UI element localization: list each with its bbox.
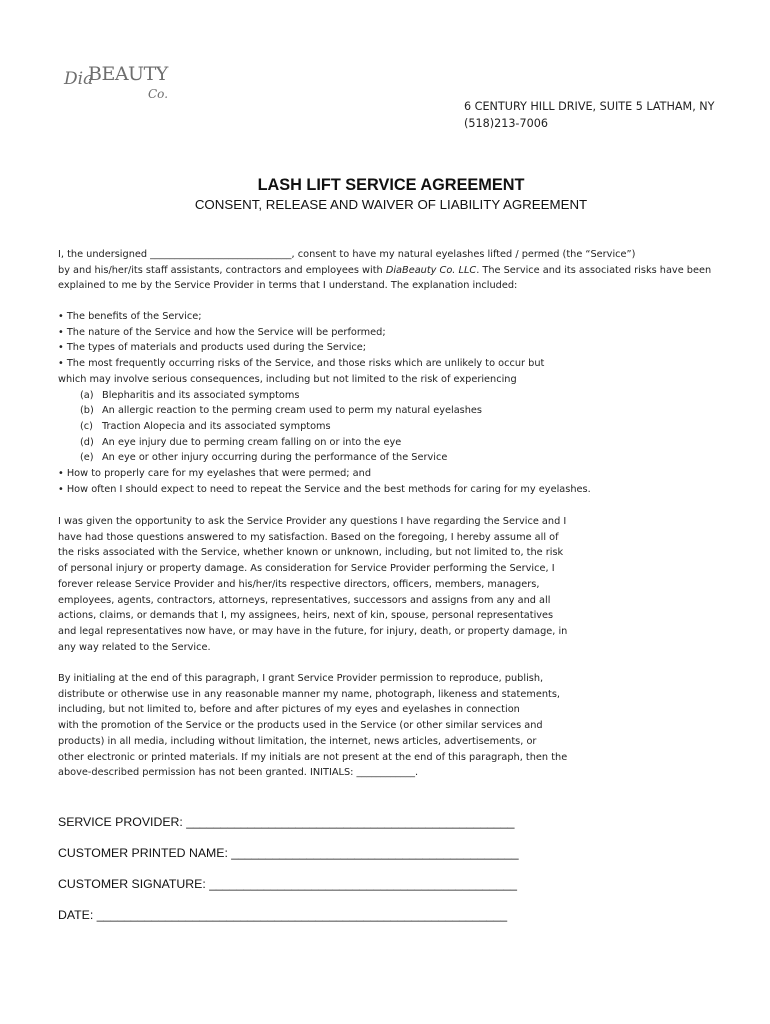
logo-script-text: Dia (64, 69, 94, 89)
explanation-list (58, 309, 748, 497)
company-name: DiaBeauty Co. LLC (385, 264, 477, 276)
paragraph-line: any way related to the Service. (58, 641, 211, 653)
list-item: • The nature of the Service and how the Service will be performed; (58, 326, 386, 338)
paragraph-line: distribute or otherwise use in any reasonable manner my name, photograph, likeness and statements, (58, 688, 561, 700)
list-item: • The types of materials and products used during the Service; (58, 342, 367, 354)
list-item: • The most frequently occurring risks of the Service, and those risks which are unlikely to occur but (58, 358, 545, 370)
risk-item: (c) Traction Alopecia and its associated symptoms (80, 420, 331, 432)
paragraph-line: the risks associated with the Service, whether known or unknown, including, but not limited to, the risk (58, 547, 564, 559)
customer-signature-field[interactable]: CUSTOMER SIGNATURE: _____________________________________________ (58, 877, 517, 891)
date-field[interactable]: DATE: ____________________________________________________________ (58, 908, 508, 922)
paragraph-line: forever release Service Provider and his/her/its respective directors, officers, members, managers, (58, 578, 540, 590)
release-paragraph (58, 514, 748, 655)
risk-item: (e) An eye or other injury occurring during the performance of the Service (80, 452, 448, 464)
address-phone: (518)213-7006 (464, 117, 548, 130)
paragraph-line: including, but not limited to, before and after pictures of my eyes and eyelashes in connection (58, 704, 520, 716)
photo-permission-paragraph (58, 671, 748, 781)
paragraph-line: products) in all media, including without limitation, the internet, news articles, advertisements, or (58, 735, 537, 747)
logo-sub-text: Co. (148, 87, 169, 101)
intro-line: I, the undersigned _____________________________, consent to have my natural eyelashes lifted / permed (the “Service”) (58, 249, 636, 260)
initials-line[interactable]: above-described permission has not been granted. INITIALS: ____________. (58, 767, 419, 779)
paragraph-line: employees, agents, contractors, attorneys, representatives, successors and assigns from any and all (58, 594, 551, 606)
paragraph-line: I was given the opportunity to ask the Service Provider any questions I have regarding the Service and I (58, 516, 567, 527)
address-line-1: 6 CENTURY HILL DRIVE, SUITE 5 LATHAM, NY (464, 100, 715, 113)
risk-item: (a) Blepharitis and its associated symptoms (80, 389, 300, 401)
intro-line: by and his/her/its staff assistants, contractors and employees with DiaBeauty Co. LLC. The Service and its associated risks have been (58, 264, 712, 276)
risk-item: (d) An eye injury due to perming cream falling on or into the eye (80, 436, 402, 448)
intro-paragraph (58, 247, 748, 294)
intro-line: explained to me by the Service Provider in terms that I understand. The explanation included: (58, 280, 518, 292)
service-provider-field[interactable]: SERVICE PROVIDER: ________________________________________________ (58, 815, 515, 829)
risk-item: (b) An allergic reaction to the perming cream used to perm my natural eyelashes (80, 405, 483, 417)
document-title: LASH LIFT SERVICE AGREEMENT (257, 176, 525, 194)
list-item-continuation: which may involve serious consequences, including but not limited to the risk of experiencing (58, 373, 517, 385)
dia-beauty-logo (62, 54, 182, 110)
paragraph-line: By initialing at the end of this paragraph, I grant Service Provider permission to reproduce, publish, (58, 673, 544, 684)
list-item: • The benefits of the Service; (58, 311, 202, 322)
paragraph-line: other electronic or printed materials. If my initials are not present at the end of this paragraph, then the (58, 751, 568, 763)
paragraph-line: actions, claims, or demands that I, my assignees, heirs, next of kin, spouse, personal representatives (58, 610, 554, 622)
document-subtitle: CONSENT, RELEASE AND WAIVER OF LIABILITY AGREEMENT (194, 197, 588, 212)
customer-printed-name-field[interactable]: CUSTOMER PRINTED NAME: __________________________________________ (58, 846, 519, 860)
signature-block (58, 813, 519, 937)
paragraph-line: and legal representatives now have, or may have in the future, for injury, death, or property damage, in (58, 625, 568, 637)
company-address (464, 98, 715, 132)
paragraph-line: have had those questions answered to my satisfaction. Based on the foregoing, I hereby assume all of (58, 531, 559, 543)
logo-main-text: BEAUTY (88, 63, 168, 85)
paragraph-line: of personal injury or property damage. As consideration for Service Provider performing the Service, I (58, 563, 555, 575)
list-item: • How often I should expect to need to repeat the Service and the best methods for caring for my eyelashes. (58, 483, 591, 495)
paragraph-line: with the promotion of the Service or the products used in the Service (or other similar services and (58, 720, 543, 732)
list-item: • How to properly care for my eyelashes that were permed; and (58, 468, 372, 480)
